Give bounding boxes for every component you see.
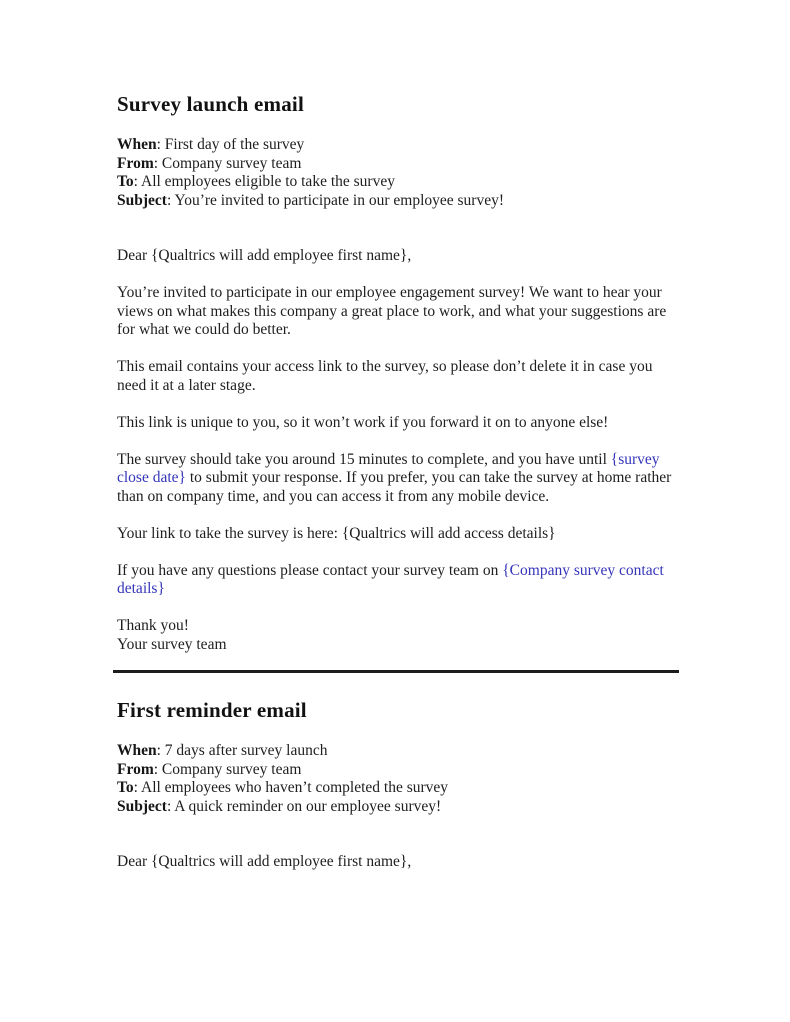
meta-label-when: When: [117, 742, 157, 759]
launch-paragraph-duration: [117, 451, 680, 507]
launch-meta-subject: [117, 192, 680, 211]
meta-value-when: : First day of the survey: [156, 136, 305, 153]
meta-value-from: : Company survey team: [153, 760, 302, 778]
meta-value-subject: : A quick reminder on our employee survey!: [166, 797, 442, 815]
meta-label-to: To: [117, 173, 134, 190]
meta-label-from: From: [117, 154, 154, 172]
meta-value-from: : Company survey team: [153, 154, 302, 172]
signoff-thanks: Thank you!: [117, 617, 189, 634]
reminder-section-heading: First reminder email: [117, 698, 307, 722]
launch-paragraph-questions: [117, 562, 680, 599]
launch-paragraph-unique-link: This link is unique to you, so it won’t work if you forward it on to anyone else!: [117, 413, 609, 431]
meta-value-subject: : You’re invited to participate in our employee survey!: [166, 191, 504, 209]
reminder-meta-to: [117, 779, 680, 798]
meta-label-from: From: [117, 760, 154, 778]
meta-value-when: : 7 days after survey launch: [156, 742, 328, 759]
meta-label-when: When: [117, 136, 157, 153]
launch-section-heading: Survey launch email: [117, 92, 304, 116]
reminder-meta-subject: [117, 798, 680, 817]
signoff-team: Your survey team: [117, 635, 227, 653]
launch-meta-from: [117, 155, 680, 174]
survey-close-date-placeholder: {survey close date}: [117, 450, 660, 486]
launch-paragraph-invite: You’re invited to participate in our employee engagement survey! We want to hear your views on what makes this company a great place to work, and what your suggestions are for what we could do better.: [117, 284, 667, 338]
duration-text-before: The survey should take you around 15 minutes to complete, and you have until: [117, 450, 611, 468]
survey-launch-email-section: [117, 92, 680, 654]
questions-text-before: If you have any questions please contact your survey team on: [117, 561, 503, 579]
reminder-meta-from: [117, 761, 680, 780]
reminder-salutation: Dear {Qualtrics will add employee first name},: [117, 853, 412, 870]
reminder-meta-block: [117, 742, 680, 816]
launch-meta-to: [117, 173, 680, 192]
launch-signoff: [117, 617, 680, 654]
launch-meta-block: [117, 136, 680, 210]
meta-label-to: To: [117, 779, 134, 796]
launch-salutation: Dear {Qualtrics will add employee first name},: [117, 247, 412, 264]
meta-label-subject: Subject: [117, 191, 167, 209]
launch-meta-when: [117, 136, 680, 155]
meta-label-subject: Subject: [117, 797, 167, 815]
company-survey-contact-placeholder: {Company survey contact details}: [117, 561, 664, 597]
duration-text-after: to submit your response. If you prefer, you can take the survey at home rather than on company time, and you can access it from any mobile device.: [117, 469, 672, 505]
meta-value-to: : All employees who haven’t completed the survey: [133, 779, 449, 796]
reminder-meta-when: [117, 742, 680, 761]
section-divider-line: [113, 670, 679, 673]
first-reminder-email-section: [117, 698, 680, 872]
launch-paragraph-survey-link: Your link to take the survey is here: {Qualtrics will add access details}: [117, 524, 556, 542]
meta-value-to: : All employees eligible to take the survey: [133, 173, 395, 190]
launch-paragraph-access-link: This email contains your access link to the survey, so please don’t delete it in case you need it at a later stage.: [117, 358, 653, 394]
